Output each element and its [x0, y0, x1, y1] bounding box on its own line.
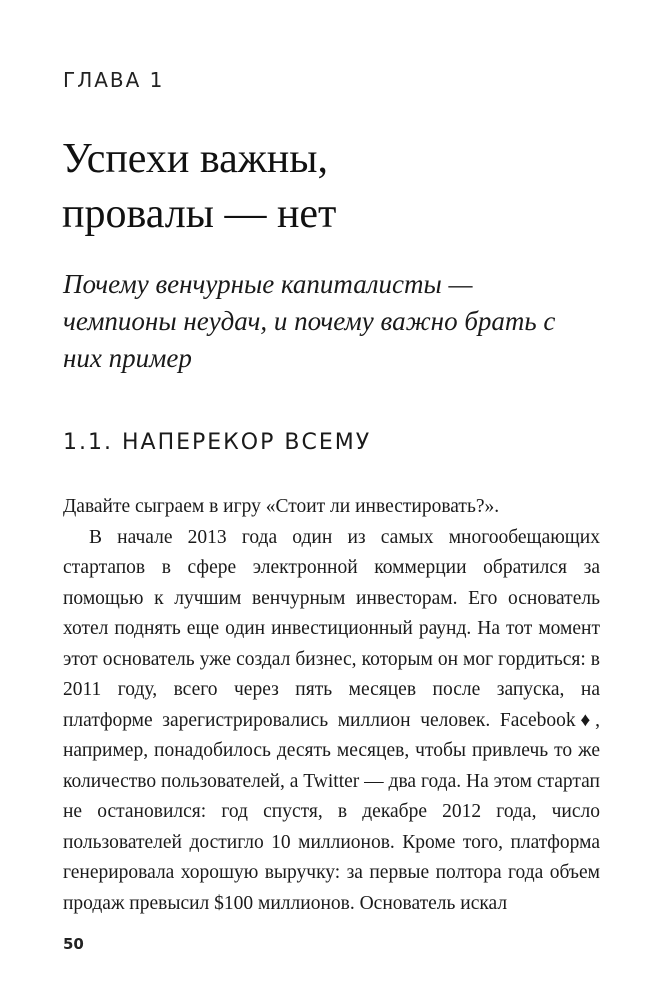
- paragraph-1: Давайте сыграем в игру «Стоит ли инвестировать?».: [63, 496, 500, 517]
- chapter-title: [62, 132, 602, 242]
- chapter-title-line-1: Успехи важны,: [62, 136, 329, 182]
- body-text: [63, 492, 600, 919]
- section-heading: 1.1. НАПЕРЕКОР ВСЕМУ: [63, 430, 372, 455]
- paragraph-2: В начале 2013 года один из самых многообещающих стартапов в сфере электронной коммерции обратился за помощью к лучшим венчурным инвесторам. Его основатель хотел поднять еще один инвестиционный раунд. На тот момент этот основатель уже создал бизнес, которым он мог гордиться: в 2011 году, всего через пять месяцев после запуска, на платформе зарегистрировались миллион человек. Facebook♦, например, понадобилось десять месяцев, чтобы привлечь то же количество пользователей, а Twitter — два года. На этом стартап не остановился: год спустя, в декабре 2012 года, число пользователей достигло 10 миллионов. Кроме того, платформа генерировала хорошую выручку: за первые полтора года объем продаж превысил $100 миллионов. Основатель искал: [63, 526, 600, 914]
- chapter-label: ГЛАВА 1: [63, 68, 165, 92]
- chapter-title-line-2: провалы — нет: [62, 191, 337, 237]
- chapter-subtitle: Почему венчурные капиталисты — чемпионы неудач, и почему важно брать с них пример: [63, 269, 556, 373]
- page-number: 50: [63, 935, 84, 953]
